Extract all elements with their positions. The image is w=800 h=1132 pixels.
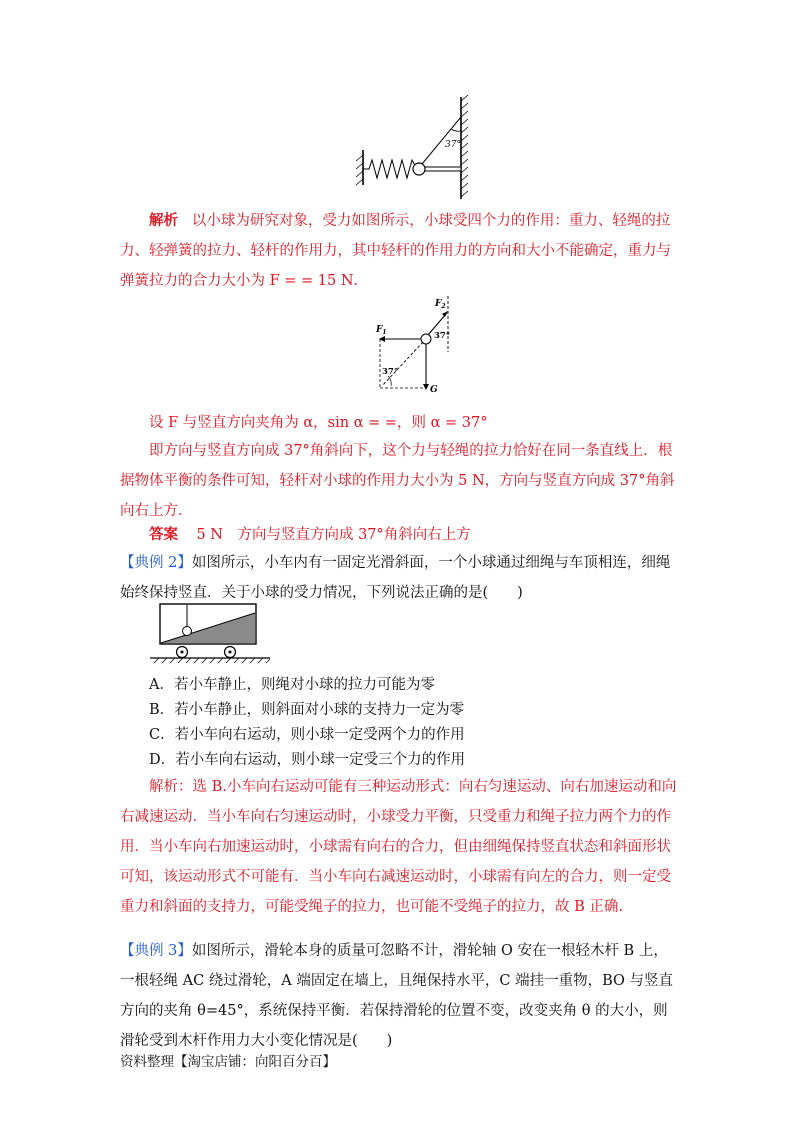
option-c: C．若小车向右运动，则小球一定受两个力的作用 [149,727,465,743]
analysis-1 [120,206,680,296]
option-b: B．若小车静止，则斜面对小球的支持力一定为零 [149,702,465,718]
example-2-solution: 解析：选 B.小车向右运动可能有三种运动形式：向右匀速运动、向右加速运动和向右减速运动．当小车向右匀速运动时，小球受力平衡，只受重力和绳子拉力两个力的作用．当小车向右加速运动时，小球需有向右的合力，但由细绳保持竖直状态和斜面形状可知，该运动形式不可能有．当小车向右减速运动时，小球需有向左的合力，则一定受重力和斜面的支持力，可能受绳子的拉力，也可能不受绳子的拉力，故 B 正确. [120,779,677,915]
f2-label: $F_2$ [435,299,446,310]
example-3-question [120,936,680,1056]
answer-label: 答案 [149,526,178,543]
analysis-1-lead: 解析 [149,212,178,229]
option-a: A．若小车静止，则绳对小球的拉力可能为零 [149,677,435,693]
figure-cart-slope [150,602,272,664]
example-3-tag: 【典例 3】 [120,943,192,959]
analysis-2-line2: 即方向与竖直方向成 37°角斜向下，这个力与轻绳的拉力恰好在同一条直线上．根据物体平衡的条件可知，轻杆对小球的作用力大小为 5 N，方向与竖直方向成 37°角斜向右上方． [120,443,675,519]
angle-label: 37° [445,140,461,150]
example-2-text: 如图所示，小车内有一固定光滑斜面，一个小球通过细绳与车顶相连，细绳始终保持竖直．关于小球的受力情况，下列说法正确的是( ) [120,555,671,601]
example-2-question [120,548,680,608]
footer-source: 资料整理【淘宝店铺：向阳百分百】 [120,1054,336,1070]
analysis-1-text: 以小球为研究对象，受力如图所示，小球受四个力的作用：重力、轻绳的拉力、轻弹簧的拉力、轻杆的作用力，其中轻杆的作用力的方向和大小不能确定，重力与弹簧拉力的合力大小为 F = = 15 N． [120,213,671,289]
example-2-tag: 【典例 2】 [120,555,192,571]
g-label: G [430,385,438,395]
figure-force-diagram [372,292,462,400]
angle-bottom-label: 37° [382,367,399,377]
f1-label: $F_1$ [376,325,387,336]
option-d: D．若小车向右运动，则小球一定受三个力的作用 [149,752,466,768]
example-3-text: 如图所示，滑轮本身的质量可忽略不计，滑轮轴 O 安在一根轻木杆 B 上，一根轻绳 AC 绕过滑轮，A 端固定在墙上，且绳保持水平，C 端挂一重物，BO 与竖直方向的夹角 θ=45°，系统保持平衡．若保持滑轮的位置不变，改变夹角 θ 的大小，则滑轮受到木杆作用力大小变化情况是( ) [120,943,673,1049]
answer-text: 5 N 方向与竖直方向成 37°角斜向右上方 [196,527,471,543]
analysis-2-line1: 设 F 与竖直方向夹角为 α，sin α = =，则 α = 37° [149,415,488,431]
angle-top-label: 37° [434,331,451,341]
answer [120,520,680,550]
figure-spring-ball-wall [355,95,475,203]
